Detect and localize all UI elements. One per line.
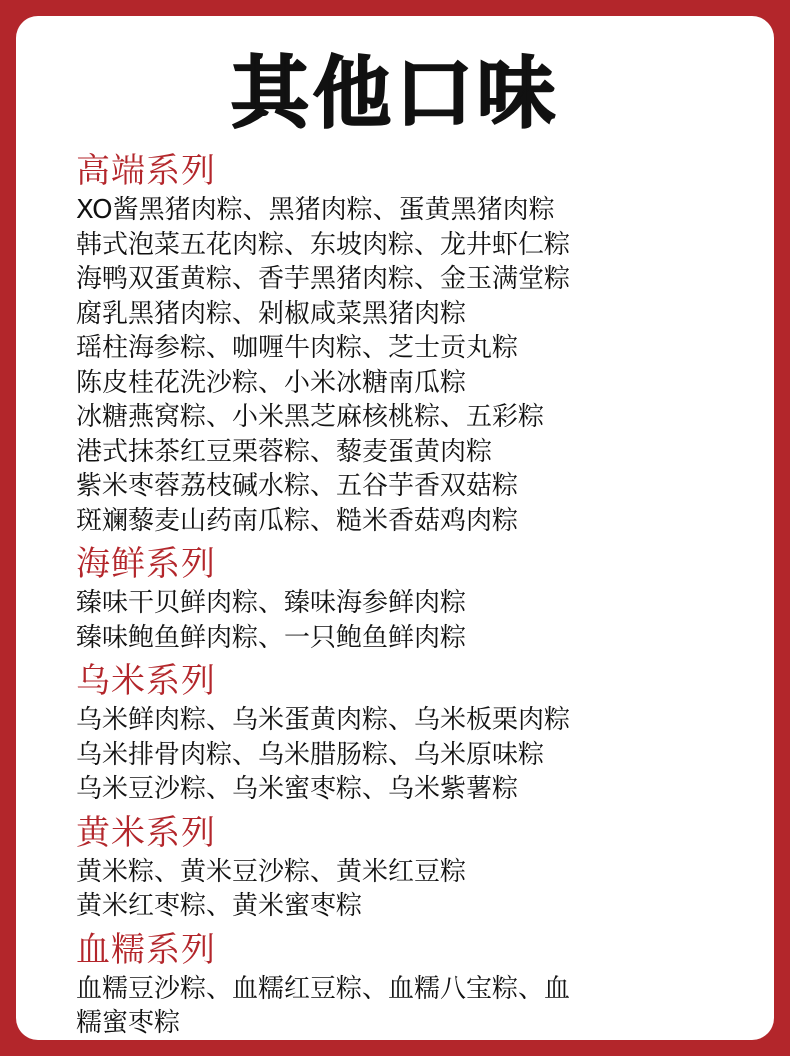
list-item: 乌米豆沙粽、乌米蜜枣粽、乌米紫薯粽 xyxy=(76,774,519,804)
list-item: 陈皮桂花洗沙粽、小米冰糖南瓜粽 xyxy=(76,367,467,398)
page-title: 其他口味 xyxy=(230,49,559,139)
list-item: 港式抹茶红豆栗蓉粽、藜麦蛋黄肉粽 xyxy=(76,436,493,467)
list-item: 糯蜜枣粽 xyxy=(76,1008,181,1038)
list-item: 斑斓藜麦山药南瓜粽、糙米香菇鸡肉粽 xyxy=(76,505,519,536)
flavor-list xyxy=(76,149,756,1041)
list-item: XO酱黑猪肉粽、黑猪肉粽、蛋黄黑猪肉粽 xyxy=(76,195,555,225)
section-seafood xyxy=(76,542,756,655)
section-premium xyxy=(76,149,756,538)
section-yellow-rice xyxy=(76,811,756,924)
list-item: 臻味干贝鲜肉粽、臻味海参鲜肉粽 xyxy=(76,588,467,618)
list-item: 臻味鲍鱼鲜肉粽、一只鲍鱼鲜肉粽 xyxy=(76,622,467,653)
list-item: 黄米粽、黄米豆沙粽、黄米红豆粽 xyxy=(76,856,467,887)
section-title: 乌米系列 xyxy=(76,661,216,701)
list-item: 韩式泡菜五花肉粽、东坡肉粽、龙井虾仁粽 xyxy=(76,229,571,260)
section-title: 血糯系列 xyxy=(76,929,216,970)
list-item: 海鸭双蛋黄粽、香芋黑猪肉粽、金玉满堂粽 xyxy=(76,264,571,294)
section-title: 海鲜系列 xyxy=(76,544,216,584)
list-item: 冰糖燕窝粽、小米黑芝麻核桃粽、五彩粽 xyxy=(76,402,545,432)
list-item: 黄米红枣粽、黄米蜜枣粽 xyxy=(76,891,363,921)
section-blood-glutinous xyxy=(76,928,756,1041)
section-title: 高端系列 xyxy=(76,151,216,191)
list-item: 紫米枣蓉荔枝碱水粽、五谷芋香双菇粽 xyxy=(76,471,519,501)
list-item: 乌米排骨肉粽、乌米腊肠粽、乌米原味粽 xyxy=(76,739,545,770)
section-title: 黄米系列 xyxy=(76,812,216,853)
list-item: 血糯豆沙粽、血糯红豆粽、血糯八宝粽、血 xyxy=(76,973,571,1004)
list-item: 乌米鲜肉粽、乌米蛋黄肉粽、乌米板栗肉粽 xyxy=(76,705,571,735)
section-black-rice xyxy=(76,659,756,807)
menu-card xyxy=(16,16,774,1040)
list-item: 瑶柱海参粽、咖喱牛肉粽、芝士贡丸粽 xyxy=(76,333,519,363)
list-item: 腐乳黑猪肉粽、剁椒咸菜黑猪肉粽 xyxy=(76,298,467,329)
